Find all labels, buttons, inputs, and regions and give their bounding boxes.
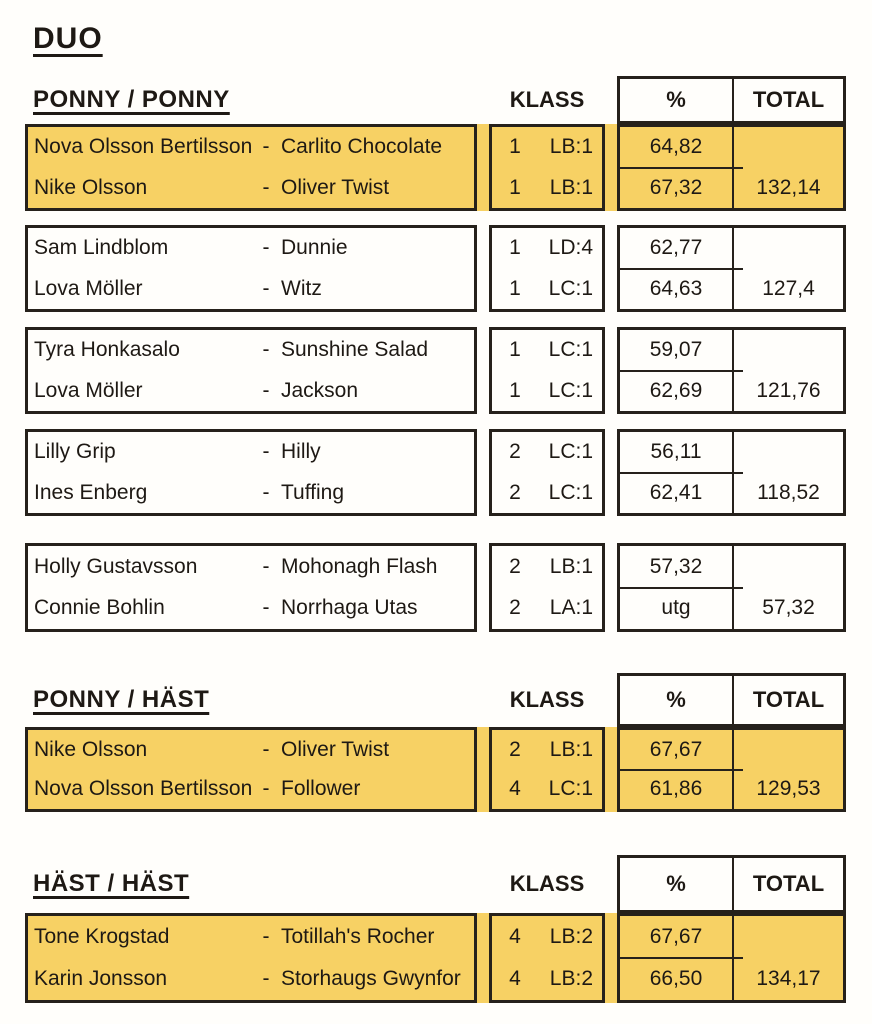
pct-value: 67,32 bbox=[649, 175, 703, 199]
name-separator-dash: - bbox=[262, 925, 270, 948]
rider-name: Ines Enberg bbox=[34, 480, 148, 504]
klass-number: 2 bbox=[509, 596, 521, 620]
total-value: 118,52 bbox=[757, 480, 820, 504]
rider-name: Tyra Honkasalo bbox=[34, 338, 180, 362]
name-separator-dash: - bbox=[262, 777, 270, 801]
klass-number: 2 bbox=[509, 737, 521, 761]
klass-row bbox=[492, 730, 602, 770]
total-column bbox=[734, 127, 843, 208]
klass-row bbox=[492, 371, 602, 412]
klass-code: LC:1 bbox=[548, 480, 593, 504]
rider-name: Karin Jonsson bbox=[34, 967, 168, 990]
name-separator-dash: - bbox=[262, 378, 270, 402]
name-separator-dash: - bbox=[262, 967, 270, 990]
klass-number: 4 bbox=[509, 777, 521, 801]
page-title: DUO bbox=[33, 22, 103, 55]
section-header bbox=[25, 673, 846, 727]
horse-name: Storhaugs Gwynfor bbox=[281, 967, 461, 990]
total-column bbox=[734, 546, 843, 629]
klass-row bbox=[492, 127, 602, 168]
total-value: 134,17 bbox=[756, 967, 821, 990]
name-separator-dash: - bbox=[262, 135, 270, 159]
pair-row bbox=[28, 958, 474, 1000]
klass-row bbox=[492, 770, 602, 810]
klass-number: 2 bbox=[509, 480, 521, 504]
klass-number: 1 bbox=[509, 378, 521, 402]
rider-name: Nike Olsson bbox=[34, 737, 148, 761]
pair-names-box bbox=[25, 225, 477, 312]
pair-row bbox=[28, 770, 474, 810]
pct-value: 64,82 bbox=[649, 135, 703, 159]
klass-box bbox=[489, 543, 605, 632]
total-column bbox=[734, 228, 843, 309]
pct-column bbox=[620, 546, 734, 629]
total-value: 121,76 bbox=[756, 378, 821, 402]
horse-name: Totillah's Rocher bbox=[281, 925, 435, 948]
total-spacer bbox=[734, 228, 843, 269]
pct-value: 67,67 bbox=[649, 737, 703, 761]
klass-column-header: KLASS bbox=[509, 87, 585, 112]
klass-code: LB:1 bbox=[549, 135, 593, 159]
total-value: 129,53 bbox=[756, 777, 821, 801]
total-spacer bbox=[734, 432, 843, 473]
total-value: 132,14 bbox=[756, 175, 821, 199]
total-column bbox=[734, 432, 843, 513]
score-box bbox=[617, 124, 846, 211]
klass-row bbox=[492, 588, 602, 630]
pair-row bbox=[28, 588, 474, 630]
pct-column-header: % bbox=[617, 855, 734, 913]
horse-name: Jackson bbox=[281, 378, 359, 402]
name-separator-dash: - bbox=[262, 596, 270, 620]
pct-column bbox=[620, 432, 734, 513]
klass-row bbox=[492, 473, 602, 514]
name-separator-dash: - bbox=[262, 737, 270, 761]
klass-number: 2 bbox=[509, 554, 521, 578]
pair-row bbox=[28, 546, 474, 588]
pct-value: 62,41 bbox=[649, 480, 703, 504]
horse-name: Hilly bbox=[281, 440, 321, 464]
total-value: 57,32 bbox=[762, 596, 815, 620]
total-spacer bbox=[734, 916, 843, 958]
total-value: 127,4 bbox=[762, 276, 815, 300]
pair-row bbox=[28, 730, 474, 770]
result-group bbox=[25, 727, 846, 812]
total-spacer bbox=[734, 730, 843, 770]
klass-code: LC:1 bbox=[548, 338, 593, 362]
result-group bbox=[25, 543, 846, 632]
rider-name: Lova Möller bbox=[34, 378, 143, 402]
score-box bbox=[617, 225, 846, 312]
rider-name: Nike Olsson bbox=[34, 175, 148, 199]
klass-code: LC:1 bbox=[548, 777, 593, 801]
klass-code: LD:4 bbox=[548, 236, 593, 260]
klass-box bbox=[489, 429, 605, 516]
pct-value: 67,67 bbox=[649, 925, 703, 948]
rider-name: Nova Olsson Bertilsson bbox=[34, 777, 253, 801]
klass-box bbox=[489, 225, 605, 312]
score-box bbox=[617, 913, 846, 1003]
klass-box bbox=[489, 727, 605, 812]
pct-value: 62,69 bbox=[649, 378, 703, 402]
klass-code: LB:1 bbox=[549, 737, 593, 761]
rider-name: Tone Krogstad bbox=[34, 925, 170, 948]
klass-code: LB:2 bbox=[549, 967, 593, 990]
total-column-header: TOTAL bbox=[734, 76, 846, 124]
klass-code: LC:1 bbox=[548, 276, 593, 300]
klass-number: 1 bbox=[509, 135, 521, 159]
klass-number: 1 bbox=[509, 276, 521, 300]
klass-number: 2 bbox=[509, 440, 521, 464]
pair-row bbox=[28, 269, 474, 310]
pair-row bbox=[28, 168, 474, 209]
score-box bbox=[617, 429, 846, 516]
total-spacer bbox=[734, 330, 843, 371]
pct-value: 59,07 bbox=[649, 338, 703, 362]
pct-column bbox=[620, 228, 734, 309]
klass-code: LB:1 bbox=[549, 554, 593, 578]
pair-row bbox=[28, 228, 474, 269]
pair-row bbox=[28, 432, 474, 473]
result-group bbox=[25, 225, 846, 312]
pair-row bbox=[28, 330, 474, 371]
klass-code: LC:1 bbox=[548, 440, 593, 464]
name-separator-dash: - bbox=[262, 276, 270, 300]
pct-column bbox=[620, 916, 734, 1000]
klass-box bbox=[489, 327, 605, 414]
pct-column bbox=[620, 127, 734, 208]
horse-name: Sunshine Salad bbox=[281, 338, 429, 362]
klass-code: LA:1 bbox=[549, 596, 593, 620]
pair-row bbox=[28, 371, 474, 412]
section-label: PONNY / PONNY bbox=[33, 86, 230, 113]
klass-number: 1 bbox=[509, 236, 521, 260]
horse-name: Carlito Chocolate bbox=[281, 135, 443, 159]
klass-row bbox=[492, 168, 602, 209]
klass-box bbox=[489, 913, 605, 1003]
klass-row bbox=[492, 330, 602, 371]
pair-names-box bbox=[25, 543, 477, 632]
klass-number: 4 bbox=[509, 967, 521, 990]
section-label: PONNY / HÄST bbox=[33, 686, 210, 713]
klass-row bbox=[492, 546, 602, 588]
section-label: HÄST / HÄST bbox=[33, 870, 190, 897]
section-header bbox=[25, 855, 846, 913]
horse-name: Tuffing bbox=[281, 480, 345, 504]
name-separator-dash: - bbox=[262, 554, 270, 578]
total-column-header: TOTAL bbox=[734, 673, 846, 727]
klass-code: LB:2 bbox=[549, 925, 593, 948]
klass-column-header: KLASS bbox=[509, 687, 585, 712]
pair-names-box bbox=[25, 727, 477, 812]
result-group bbox=[25, 913, 846, 1003]
total-column bbox=[734, 916, 843, 1000]
klass-row bbox=[492, 916, 602, 958]
pair-names-box bbox=[25, 913, 477, 1003]
horse-name: Mohonagh Flash bbox=[281, 554, 438, 578]
result-group bbox=[25, 124, 846, 211]
pct-value: 57,32 bbox=[649, 554, 703, 578]
horse-name: Dunnie bbox=[281, 236, 348, 260]
klass-box bbox=[489, 124, 605, 211]
horse-name: Norrhaga Utas bbox=[281, 596, 418, 620]
pct-value: 61,86 bbox=[649, 777, 703, 801]
klass-row bbox=[492, 228, 602, 269]
pct-column bbox=[620, 730, 734, 809]
klass-row bbox=[492, 958, 602, 1000]
pct-value: 62,77 bbox=[649, 236, 703, 260]
rider-name: Connie Bohlin bbox=[34, 596, 165, 620]
name-separator-dash: - bbox=[262, 236, 270, 260]
total-column-header: TOTAL bbox=[734, 855, 846, 913]
klass-number: 1 bbox=[509, 338, 521, 362]
total-spacer bbox=[734, 127, 843, 168]
name-separator-dash: - bbox=[262, 175, 270, 199]
rider-name: Sam Lindblom bbox=[34, 236, 169, 260]
pair-names-box bbox=[25, 124, 477, 211]
pair-names-box bbox=[25, 429, 477, 516]
section-header bbox=[25, 76, 846, 124]
total-column bbox=[734, 330, 843, 411]
name-separator-dash: - bbox=[262, 440, 270, 464]
pair-row bbox=[28, 473, 474, 514]
horse-name: Witz bbox=[281, 276, 322, 300]
rider-name: Lova Möller bbox=[34, 276, 143, 300]
horse-name: Follower bbox=[281, 777, 361, 801]
score-box bbox=[617, 327, 846, 414]
rider-name: Holly Gustavsson bbox=[34, 554, 198, 578]
klass-number: 4 bbox=[509, 925, 521, 948]
name-separator-dash: - bbox=[262, 338, 270, 362]
pct-column-header: % bbox=[617, 673, 734, 727]
horse-name: Oliver Twist bbox=[281, 737, 390, 761]
total-column bbox=[734, 730, 843, 809]
horse-name: Oliver Twist bbox=[281, 175, 390, 199]
pair-row bbox=[28, 127, 474, 168]
total-spacer bbox=[734, 546, 843, 588]
rider-name: Nova Olsson Bertilsson bbox=[34, 135, 253, 159]
pct-value: 64,63 bbox=[649, 276, 703, 300]
klass-code: LB:1 bbox=[549, 175, 593, 199]
result-group bbox=[25, 327, 846, 414]
score-box bbox=[617, 727, 846, 812]
klass-row bbox=[492, 269, 602, 310]
pct-value: utg bbox=[661, 596, 691, 620]
klass-column-header: KLASS bbox=[509, 871, 585, 896]
klass-number: 1 bbox=[509, 175, 521, 199]
pct-column bbox=[620, 330, 734, 411]
score-box bbox=[617, 543, 846, 632]
name-separator-dash: - bbox=[262, 480, 270, 504]
pct-value: 66,50 bbox=[649, 967, 703, 990]
pct-column-header: % bbox=[617, 76, 734, 124]
result-group bbox=[25, 429, 846, 516]
pair-row bbox=[28, 916, 474, 958]
pair-names-box bbox=[25, 327, 477, 414]
rider-name: Lilly Grip bbox=[34, 440, 116, 464]
klass-row bbox=[492, 432, 602, 473]
pct-value: 56,11 bbox=[650, 440, 702, 464]
klass-code: LC:1 bbox=[548, 378, 593, 402]
